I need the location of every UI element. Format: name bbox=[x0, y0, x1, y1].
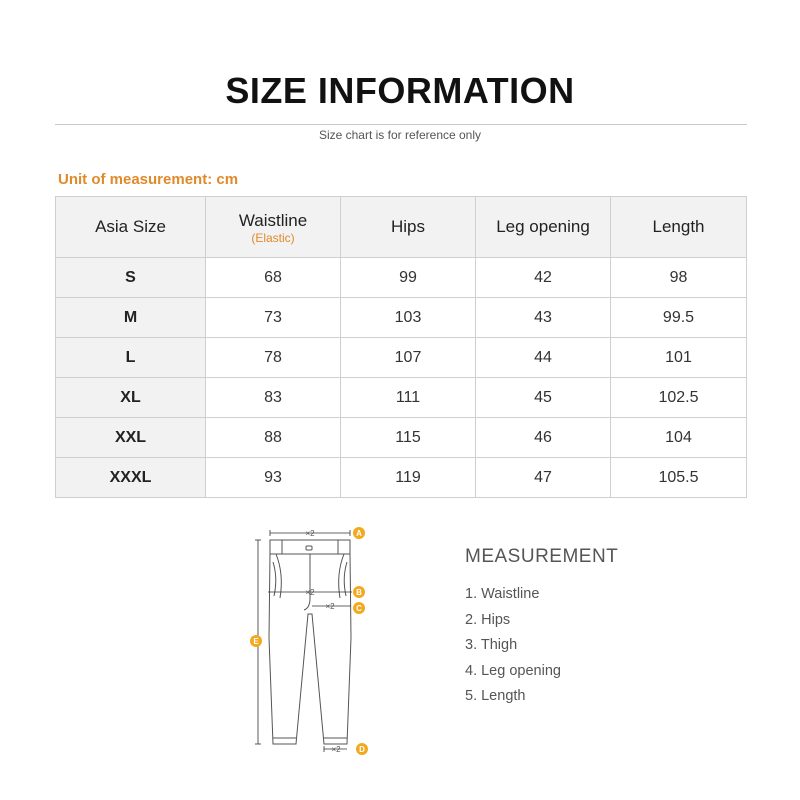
marker-a-label: A bbox=[356, 529, 362, 538]
header-asia-size: Asia Size bbox=[56, 197, 206, 258]
measurement-item-thigh: 3. Thigh bbox=[465, 637, 518, 653]
cell-length: 98 bbox=[611, 258, 747, 298]
table-row bbox=[56, 458, 747, 498]
table-row bbox=[56, 258, 747, 298]
trousers-measurement-diagram bbox=[240, 518, 380, 763]
cell-hips: 107 bbox=[341, 338, 476, 378]
multiplier-waist: ×2 bbox=[305, 529, 315, 538]
multiplier-hips: ×2 bbox=[305, 588, 315, 597]
cell-length: 99.5 bbox=[611, 298, 747, 338]
measurement-item-leg-opening: 4. Leg opening bbox=[465, 662, 561, 679]
table-row bbox=[56, 418, 747, 458]
header-hips: Hips bbox=[341, 197, 476, 258]
cell-length: 102.5 bbox=[611, 378, 747, 418]
size-table bbox=[55, 196, 747, 498]
cell-waistline: 68 bbox=[206, 258, 341, 298]
table-row bbox=[56, 378, 747, 418]
cell-length: 101 bbox=[611, 338, 747, 378]
cell-hips: 119 bbox=[341, 458, 476, 498]
cell-leg-opening: 43 bbox=[476, 298, 611, 338]
cell-waistline: 73 bbox=[206, 298, 341, 338]
table-row bbox=[56, 338, 747, 378]
cell-hips: 99 bbox=[341, 258, 476, 298]
table-header-row bbox=[56, 197, 747, 258]
cell-hips: 111 bbox=[341, 378, 476, 418]
page-title: SIZE INFORMATION bbox=[225, 70, 575, 111]
cell-size: L bbox=[56, 338, 206, 378]
table-row bbox=[56, 298, 747, 338]
unit-label: Unit of measurement: cm bbox=[58, 171, 239, 188]
measurement-item-waistline: 1. Waistline bbox=[465, 586, 540, 602]
cell-hips: 115 bbox=[341, 418, 476, 458]
header-waistline: Waistline (Elastic) bbox=[206, 197, 341, 258]
measurement-list bbox=[465, 584, 561, 712]
cell-size: S bbox=[56, 258, 206, 298]
marker-d-label: D bbox=[359, 745, 365, 754]
cell-hips: 103 bbox=[341, 298, 476, 338]
cell-waistline: 93 bbox=[206, 458, 341, 498]
page-subtitle: Size chart is for reference only bbox=[318, 128, 482, 142]
multiplier-leg-opening: ×2 bbox=[331, 745, 341, 754]
title-divider bbox=[55, 124, 747, 125]
multiplier-thigh: ×2 bbox=[325, 602, 335, 611]
cell-leg-opening: 47 bbox=[476, 458, 611, 498]
cell-leg-opening: 45 bbox=[476, 378, 611, 418]
header-waistline-note: (Elastic) bbox=[251, 230, 295, 245]
cell-size: M bbox=[56, 298, 206, 338]
cell-leg-opening: 42 bbox=[476, 258, 611, 298]
marker-b-label: B bbox=[356, 588, 362, 597]
cell-waistline: 88 bbox=[206, 418, 341, 458]
cell-waistline: 78 bbox=[206, 338, 341, 378]
cell-size: XXL bbox=[56, 418, 206, 458]
cell-size: XL bbox=[56, 378, 206, 418]
cell-length: 104 bbox=[611, 418, 747, 458]
cell-leg-opening: 44 bbox=[476, 338, 611, 378]
measurement-item-hips: 2. Hips bbox=[465, 611, 511, 628]
cell-leg-opening: 46 bbox=[476, 418, 611, 458]
header-leg-opening: Leg opening bbox=[476, 197, 611, 258]
cell-length: 105.5 bbox=[611, 458, 747, 498]
marker-e-label: E bbox=[253, 637, 259, 646]
cell-waistline: 83 bbox=[206, 378, 341, 418]
trousers-button bbox=[306, 546, 312, 550]
measurement-title: MEASUREMENT bbox=[465, 546, 619, 567]
marker-c-label: C bbox=[356, 604, 362, 613]
cell-size: XXXL bbox=[56, 458, 206, 498]
header-length: Length bbox=[611, 197, 747, 258]
measurement-item-length: 5. Length bbox=[465, 688, 526, 704]
